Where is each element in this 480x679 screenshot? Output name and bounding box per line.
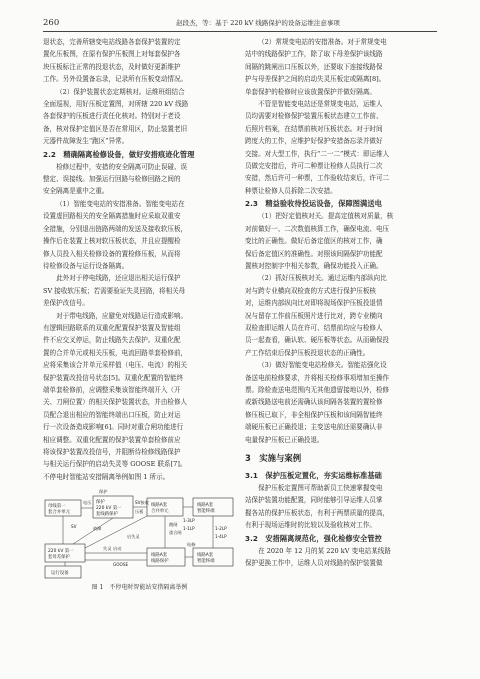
paragraph-line: 或新线路送电前还需确认该间隔各装置的置检修 [245, 398, 383, 407]
paragraph-line: 跨度大的工作，应维护好保护安措备忘录并做好 [245, 137, 383, 146]
paragraph-line: 间隔的跳闸出口压板以外，还要取下连接线路保 [245, 62, 383, 71]
diagram-label: GOOSE [113, 562, 129, 568]
diagram-label: 启动 [113, 546, 122, 552]
diagram-label: 1-2LP [215, 526, 227, 532]
paragraph-line: SV 接收软压板；若需要验证失灵回路，将相关母 [43, 286, 186, 295]
paragraph-line: 退状态，完善所辖变电站线路各套保护装置的定 [43, 38, 181, 46]
paragraph-line: （3）做好智能变电站检修关。智能站强化设 [258, 361, 387, 370]
paragraph-line: （1）智能变电站的安措准备。智能变电站在 [56, 199, 185, 208]
paragraph-line: 对与跨专业横向双检查的方式进行保护压板核 [245, 286, 376, 295]
paragraph-line: 员均需要对检修保护装置压板状态建立工作前、 [245, 112, 383, 121]
paragraph-line: 关、刀闸位置）的相关保护装置状态，并由检修人 [43, 398, 188, 407]
page-header [0, 0, 480, 40]
paragraph-line: 在 2020 年 12 月的某 220 kV 变电站某线路 [258, 546, 391, 555]
paragraph-line: 双检查即运维人员在许可、结票前均应与检修人 [245, 323, 383, 332]
box-text: 线路A套合并单元 [151, 503, 169, 515]
paragraph-line: 置的合并单元或相关压板，电流回路单套检修前， [43, 348, 188, 357]
paragraph-line: 员做完安措后，许可二种票让检修人员执行二次 [245, 162, 383, 171]
left-column [43, 36, 236, 594]
diagram-label: 压板 [135, 509, 144, 515]
paragraph-line: 相应调整。双重化配置的保护装置单套检修前应 [43, 435, 181, 444]
diagram-label: 失灵 [103, 546, 112, 552]
paragraph-line: 备送电前检修要求，并将相关检修事项增加至操作 [245, 373, 390, 382]
isolation-diagram [43, 486, 236, 582]
diagram-label: SV [71, 524, 77, 530]
link-line [85, 516, 147, 548]
paragraph-line: 变比的正确性。做好后备定值区的核对工作，确 [245, 237, 383, 246]
paragraph-line: 对前做好一、二次数值核算工作，确保电流、电压 [245, 224, 390, 233]
box-text: 线路A套线路保护 [151, 553, 169, 565]
paragraph-line: 站保护装置功能配置，同时能够引导运维人员掌 [245, 496, 383, 505]
diagram-label: 跳闸 [169, 522, 178, 528]
paragraph-line: （2）保护装置状态定期核对。运维班组结合 [56, 87, 185, 96]
paragraph-line: 应将采集该合并单元采样值（电压、电流）的相关 [43, 361, 188, 370]
paragraph-line: 工作。另外设置备忘录，记录所有压板变动情况。 [43, 75, 188, 84]
paragraph-line: 单套保护的检修时应该放置保护并做好隔离。 [245, 87, 376, 96]
section-heading-3: 3 实施与案例 [245, 453, 302, 463]
paragraph-line: 差保护改信号。 [43, 299, 89, 308]
paragraph-line: （2）抓好压板核对关。通过运维内部纵向比 [258, 274, 387, 283]
paragraph-line: 安措，然后许可一种票，工作验收结束后，许可二 [245, 174, 390, 183]
paragraph-line: 置核对控制字中相关参数，确保功能投入正确。 [245, 261, 383, 270]
paragraph-line: 修压板已取下，非全相保护压板和该间隔智能终 [245, 410, 383, 419]
right-column [245, 36, 438, 569]
paragraph-line: 有利于现场运维时的比较以及验收核对工作。 [245, 521, 376, 530]
diagram-label: 检修 [187, 542, 196, 548]
paragraph-line: 备，核对保护定值区是否在常用区，防止装置老旧 [43, 124, 188, 133]
paragraph-line: 将该保护装置改投信号，并阻断待检修线路保护 [43, 448, 181, 456]
paragraph-line: 块压板标注正常的投退状态，及时做好更新维护 [43, 62, 181, 71]
diagram-label: 保护 [99, 489, 108, 495]
diagram-label: SV接收 [135, 500, 149, 506]
paragraph-line: 后照片档案，在结票前核对压板状态。对于时间 [245, 124, 383, 133]
paragraph-line: 保护装置改投信号状态[5]。双重化配置的智能终 [43, 373, 184, 382]
running-title: 赵段杰，等：基于 220 kV 线路保护的设备运维注意事项 [176, 19, 340, 27]
paragraph-line: 交接。对大型工作，执行“二一二”模式：即运维人 [245, 149, 390, 158]
paragraph-line: 不管是智能变电站还是常规变电站，运维人 [258, 100, 383, 109]
box-text: 线路A套智能终端 [197, 503, 215, 515]
paragraph-line: 员配合退出相应的智能终端出口压板，防止对运 [43, 410, 181, 419]
paragraph-line: 不停电时智能站安措隔离举例如图 1 所示。 [43, 472, 170, 481]
paragraph-line: 保后备定值区的准确性。对照该间隔保护功能配 [245, 249, 383, 258]
paragraph-line: 全措施，分别退出链路两端的发送及接收软压板， [43, 224, 188, 233]
paragraph-line: 待检修设备与运行设备隔离。 [43, 261, 129, 270]
section-heading-2-2: 2.2 精确隔离检修设备，做好安措痕迹化管理 [43, 149, 195, 159]
section-heading-2-3: 2.3 精益验收待投运设备，保障图满送电 [245, 199, 382, 209]
box-text: 保护 220 kV 第一套线路保护 [96, 500, 122, 518]
figure-1 [43, 486, 236, 594]
paragraph-line: 与相关运行保护的启动失灵等 GOOSE 联系[7]。 [43, 460, 187, 469]
box-text: 运行设备 [51, 571, 69, 577]
box-text: 线路A套智能终端 [197, 553, 215, 565]
paragraph-line: 件不应交叉停运，防止线路失去保护。双重化配 [43, 336, 181, 345]
paragraph-line: 员一起查看，确认软、硬压板等状态。从而确保投 [245, 336, 390, 345]
paragraph-line: 电量保护压板已正确投退。 [245, 435, 324, 444]
paragraph-line: 检修过程中，安措的安全隔离可防止误碰、误 [56, 162, 188, 171]
section-heading-3-1: 3.1 保护压板定置化，夯实运维标准基础 [245, 471, 382, 480]
paragraph-line: （1）把好定值核对关。提高定值核对质量，核 [258, 212, 394, 221]
diagram-label: 故障 [93, 526, 102, 532]
paragraph-line: 安全隔离是重中之重。 [43, 187, 109, 196]
paragraph-line: 保护压板定置图可帮助新员工快速掌握变电 [258, 484, 383, 492]
paragraph-line: 站中的线路保护工作，除了取下母差保护该线路 [245, 50, 383, 59]
paragraph-line: 有逻辑回路联系的双重化配置保护装置及智能组 [43, 323, 181, 332]
paragraph-line: 整定、误接线。加强运行回路与检修回路之间的 [43, 175, 181, 184]
paragraph-line: 对于带电线路，应避免对线路运行造成影响。 [56, 311, 188, 320]
paragraph-line: 修人员投入相关检修设备的置检修压板，从而将 [43, 249, 181, 258]
diagram-label: 1-1LP [183, 526, 195, 532]
header-rule [43, 31, 437, 32]
paragraph-line: 置化压板图，在原有保护压板图上对每套保护各 [43, 50, 181, 59]
paragraph-line: 握各站的保护压板状态，有利于两票质量的提高， [245, 508, 390, 517]
figure-caption: 图 1 不停电时智能站安措隔离举例 [91, 584, 188, 592]
paragraph-line: 护与母差保护之间的启动失灵压板定或隔离[8]。 [245, 75, 386, 84]
diagram-label: 1-3LP [183, 518, 195, 524]
box-text: 220 kV 第一套母差保护 [48, 549, 74, 561]
paragraph-line: 产工作结束后保护压板投退状态的正确性。 [245, 348, 370, 357]
paragraph-line: 票。除检查送电范围内无其他遗留接地以外，检修 [245, 385, 390, 394]
diagram-label: 启失灵 [127, 534, 140, 540]
diagram-label: 1-4LP [215, 534, 227, 540]
paragraph-line: 对，运维内部纵向比对即将现场保护压板投退情 [245, 299, 383, 308]
paragraph-line: （2）常规变电站的安措准备。对于常规变电 [258, 38, 387, 46]
section-heading-3-2: 3.2 安措隔离规范化，强化检修安全管控 [245, 533, 382, 543]
paragraph-line: 端单套检修前，应调整采集该智能终端开入（开 [43, 385, 181, 394]
paragraph-line: 行一次设备造成影响[6]。同时对重合闸功能进行 [43, 423, 184, 432]
paragraph-line: 保护更换工作中，运维人员对线路的保护装置做 [245, 559, 383, 568]
link-line [73, 518, 113, 544]
paragraph-line: 设置虚回路相关的安全隔离措施时应采取双重安 [43, 212, 181, 221]
paragraph-line: 各套保护的压板进行责任化核对。特别对于老设 [43, 112, 181, 121]
paragraph-line: 此外对于停电线路，还应退出相关运行保护 [56, 274, 181, 283]
diagram-label: 重合闸 [169, 530, 182, 536]
paragraph-line: 况与留存工作前压板照片进行比对，跨专业横向 [245, 311, 383, 320]
paragraph-line: 元器件故障发生“跑区”异常。 [43, 137, 129, 146]
paragraph-line: 种票让检修人员拆除二次安措。 [245, 186, 337, 195]
diagram-label: 电压 [83, 500, 92, 506]
page-number: 260 [43, 18, 60, 28]
box-text: 母线第一套合并单元 [48, 504, 70, 516]
paragraph-line: 操作后在装置上核对软压板状态，并且应提醒检 [43, 237, 181, 246]
paragraph-line: 端硬压板已正确投退；主变送电前还需要确认非 [245, 423, 383, 432]
paragraph-line: 全面巡视，用好压板定置图，对所辖 220 kV 线路 [43, 100, 189, 109]
